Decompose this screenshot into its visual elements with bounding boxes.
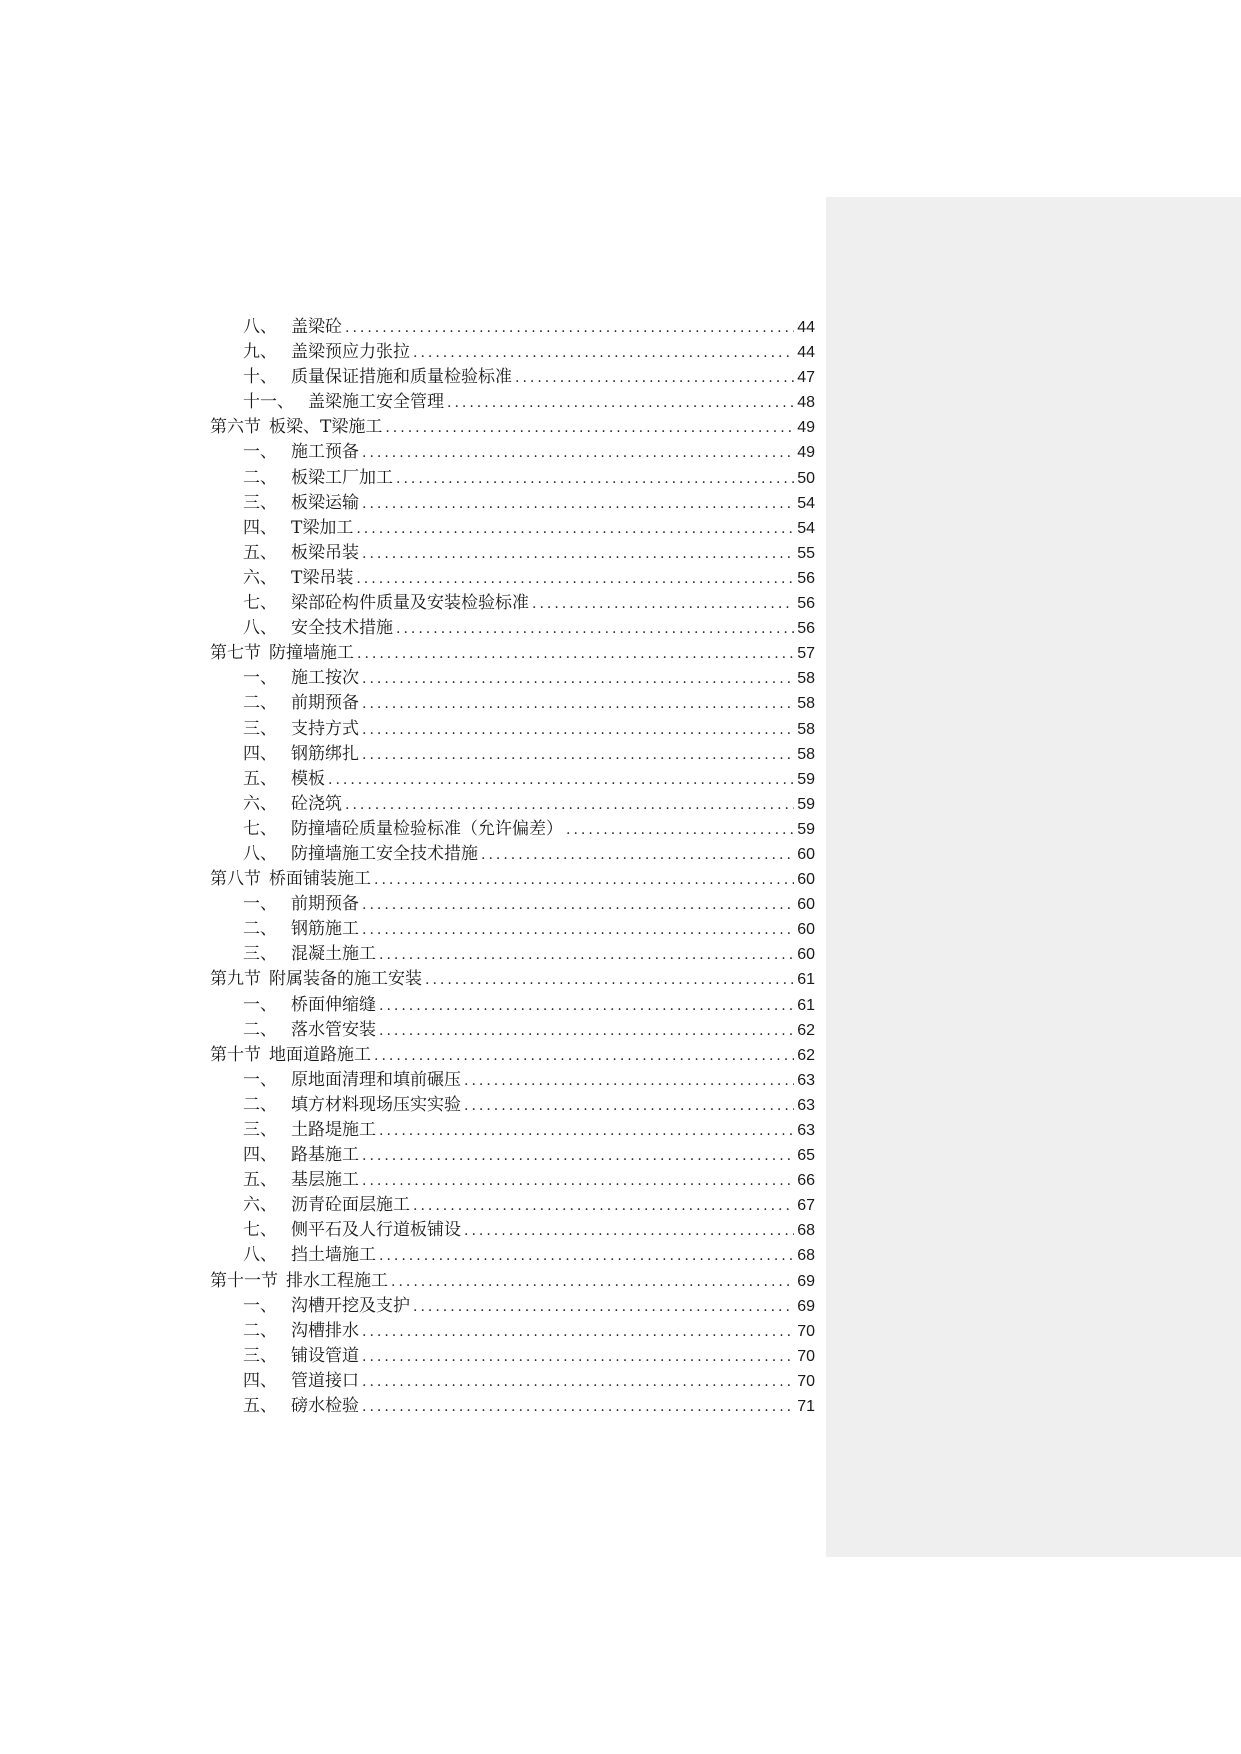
toc-entry-number: 八、 [243,1245,277,1266]
toc-dot-leader [566,818,794,843]
toc-subsection-entry[interactable] [210,616,815,641]
toc-dot-leader [396,467,794,492]
toc-entry-title: 混凝土施工 [291,944,376,965]
toc-entry-page-number: 61 [797,996,815,1014]
toc-dot-leader [362,692,794,717]
toc-entry-title: 梁部砼构件质量及安装检验标准 [291,593,529,614]
toc-entry-title: 填方材料现场压实实验 [291,1094,461,1115]
toc-entry-title: 模板 [291,768,325,789]
toc-entry-page-number: 58 [797,695,815,713]
toc-entry-title: 防撞墙施工 [269,643,354,664]
toc-entry-page-number: 57 [797,645,815,663]
toc-entry-number: 九、 [243,342,277,363]
toc-dot-leader [464,1094,794,1119]
toc-subsection-entry[interactable] [210,666,815,691]
toc-entry-title: 安全技术措施 [291,618,393,639]
toc-dot-leader [391,1270,794,1295]
toc-entry-number: 第十节 [210,1044,261,1065]
toc-entry-title: 盖梁砼 [291,317,342,337]
toc-dot-leader [362,1345,794,1370]
toc-entry-title: 支持方式 [291,718,359,739]
toc-dot-leader [425,968,794,993]
toc-entry-page-number: 47 [797,369,815,387]
toc-entry-number: 二、 [243,1320,277,1341]
toc-subsection-entry[interactable] [210,792,815,817]
toc-subsection-entry[interactable] [210,917,815,942]
toc-entry-title: T梁吊装 [291,567,354,588]
toc-entry-title: 铺设管道 [291,1345,359,1366]
toc-entry-number: 第八节 [210,869,261,890]
toc-entry-number: 三、 [243,492,277,513]
toc-entry-page-number: 71 [797,1398,815,1416]
toc-entry-number: 五、 [243,1396,277,1417]
toc-entry-title: 原地面清理和填前碾压 [291,1069,461,1090]
toc-entry-number: 第九节 [210,969,261,990]
toc-entry-title: 板梁工厂加工 [291,467,393,488]
toc-entry-title: 桥面伸缩缝 [291,994,376,1015]
toc-section-entry[interactable] [210,1269,815,1294]
toc-entry-title: 板梁吊装 [291,542,359,563]
toc-entry-page-number: 65 [797,1147,815,1165]
toc-entry-number: 十、 [243,367,277,388]
toc-entry-title: 土路堤施工 [291,1120,376,1140]
toc-entry-title: 附属装备的施工安装 [269,969,422,990]
toc-entry-number: 七、 [243,593,277,614]
toc-dot-leader [374,868,794,893]
toc-entry-page-number: 66 [797,1172,815,1190]
toc-entry-page-number: 56 [797,569,815,587]
toc-entry-number: 五、 [243,768,277,789]
toc-entry-number: 第十一节 [210,1270,278,1291]
toc-entry-page-number: 67 [797,1197,815,1215]
toc-entry-page-number: 62 [797,1021,815,1039]
toc-entry-title: 施工预备 [291,442,359,463]
toc-entry-page-number: 62 [797,1046,815,1064]
toc-entry-page-number: 49 [797,444,815,462]
toc-dot-leader [532,592,794,617]
toc-entry-title: 质量保证措施和质量检验标准 [291,367,512,388]
toc-subsection-entry[interactable] [210,942,815,967]
toc-dot-leader [464,1219,794,1244]
toc-section-entry[interactable] [210,415,815,440]
toc-section-entry[interactable] [210,967,815,992]
toc-entry-number: 一、 [243,1069,277,1090]
toc-dot-leader [413,1194,794,1219]
toc-subsection-entry[interactable] [210,1243,815,1268]
toc-subsection-entry[interactable] [210,1218,815,1243]
toc-dot-leader [379,1119,794,1144]
toc-subsection-entry[interactable] [210,742,815,767]
toc-entry-page-number: 56 [797,620,815,638]
toc-dot-leader [345,316,794,341]
toc-dot-leader [379,1019,794,1044]
toc-subsection-entry[interactable] [210,1018,815,1043]
toc-entry-page-number: 44 [797,344,815,362]
toc-subsection-entry[interactable] [210,767,815,792]
toc-entry-page-number: 60 [797,871,815,889]
toc-entry-title: T梁加工 [291,517,354,538]
toc-entry-page-number: 59 [797,770,815,788]
toc-entry-page-number: 44 [797,319,815,336]
toc-entry-title: 落水管安装 [291,1019,376,1040]
toc-entry-title: 盖梁施工安全管理 [308,392,444,413]
toc-entry-page-number: 69 [797,1297,815,1315]
toc-dot-leader [362,492,794,517]
toc-dot-leader [379,994,794,1019]
toc-entry-page-number: 60 [797,845,815,863]
toc-entry-page-number: 68 [797,1247,815,1265]
toc-dot-leader [362,893,794,918]
toc-subsection-entry[interactable] [210,1118,815,1143]
toc-subsection-entry[interactable] [210,365,815,390]
toc-entry-number: 六、 [243,567,277,588]
toc-entry-page-number: 63 [797,1071,815,1089]
toc-entry-number: 四、 [243,517,277,538]
toc-dot-leader [362,542,794,567]
toc-entry-number: 五、 [243,1170,277,1191]
toc-entry-title: 地面道路施工 [269,1044,371,1065]
toc-entry-page-number: 60 [797,946,815,964]
toc-entry-page-number: 59 [797,795,815,813]
toc-entry-page-number: 70 [797,1347,815,1365]
toc-entry-number: 第七节 [210,643,261,664]
toc-subsection-entry[interactable] [210,591,815,616]
toc-dot-leader [362,1169,794,1194]
toc-subsection-entry[interactable] [210,566,815,591]
toc-entry-number: 十一、 [243,392,294,413]
toc-dot-leader [447,391,794,416]
toc-subsection-entry[interactable] [210,1093,815,1118]
toc-subsection-entry[interactable] [210,440,815,465]
toc-entry-title: 前期预备 [291,693,359,714]
comment-pane [826,197,1241,1557]
toc-entry-title: 板梁运输 [291,492,359,513]
toc-entry-number: 第六节 [210,417,261,438]
toc-entry-number: 三、 [243,944,277,965]
toc-entry-title: 钢筋施工 [291,919,359,940]
toc-dot-leader [362,718,794,743]
toc-subsection-entry[interactable] [210,1193,815,1218]
toc-entry-number: 二、 [243,467,277,488]
toc-entry-page-number: 63 [797,1096,815,1114]
toc-subsection-entry[interactable] [210,691,815,716]
toc-dot-leader [362,1144,794,1169]
toc-entry-page-number: 68 [797,1222,815,1240]
toc-entry-page-number: 58 [797,670,815,688]
toc-entry-title: 砼浇筑 [291,793,342,814]
toc-entry-number: 一、 [243,994,277,1015]
toc-subsection-entry[interactable] [210,315,815,340]
toc-entry-number: 二、 [243,1094,277,1115]
toc-entry-number: 一、 [243,442,277,463]
toc-entry-title: 侧平石及人行道板铺设 [291,1220,461,1241]
toc-entry-number: 四、 [243,1370,277,1391]
toc-dot-leader [362,667,794,692]
toc-dot-leader [379,1244,794,1269]
toc-entry-number: 一、 [243,1295,277,1316]
toc-subsection-entry[interactable] [210,993,815,1018]
toc-section-entry[interactable] [210,641,815,666]
toc-subsection-entry[interactable] [210,842,815,867]
toc-subsection-entry[interactable] [210,1369,815,1394]
toc-entry-title: 沟槽排水 [291,1320,359,1341]
toc-entry-number: 六、 [243,1195,277,1216]
toc-entry-number: 七、 [243,1220,277,1241]
toc-entry-page-number: 61 [797,971,815,989]
toc-entry-title: 沥青砼面层施工 [291,1195,410,1216]
toc-entry-title: 基层施工 [291,1170,359,1191]
toc-dot-leader [362,743,794,768]
toc-entry-page-number: 56 [797,595,815,613]
toc-dot-leader [356,517,794,542]
toc-entry-number: 一、 [243,894,277,915]
toc-dot-leader [396,617,794,642]
toc-dot-leader [481,843,794,868]
toc-entry-number: 七、 [243,818,277,839]
toc-subsection-entry[interactable] [210,892,815,917]
toc-entry-title: 磅水检验 [291,1396,359,1417]
toc-entry-title: 桥面铺装施工 [269,869,371,890]
toc-dot-leader [362,918,794,943]
toc-entry-page-number: 63 [797,1122,815,1139]
toc-subsection-entry[interactable] [210,817,815,842]
toc-entry-title: 挡土墙施工 [291,1245,376,1266]
toc-entry-page-number: 54 [797,494,815,512]
toc-entry-title: 防撞墙砼质量检验标准（允许偏差） [291,818,563,839]
toc-entry-number: 二、 [243,919,277,940]
toc-subsection-entry[interactable] [210,1294,815,1319]
toc-entry-number: 八、 [243,618,277,639]
toc-entry-page-number: 50 [797,469,815,487]
toc-entry-title: 沟槽开挖及支护 [291,1295,410,1316]
toc-entry-page-number: 69 [797,1272,815,1290]
toc-dot-leader [515,366,794,391]
toc-entry-page-number: 70 [797,1372,815,1390]
toc-entry-title: 钢筋绑扎 [291,743,359,764]
toc-entry-title: 排水工程施工 [286,1270,388,1291]
toc-subsection-entry[interactable] [210,390,815,415]
toc-entry-page-number: 70 [797,1322,815,1340]
toc-dot-leader [356,567,794,592]
toc-dot-leader [357,642,794,667]
toc-dot-leader [345,793,794,818]
toc-dot-leader [362,1395,794,1420]
toc-entry-page-number: 59 [797,820,815,838]
toc-subsection-entry[interactable] [210,1394,815,1419]
toc-subsection-entry[interactable] [210,466,815,491]
toc-entry-page-number: 54 [797,519,815,537]
toc-entry-number: 二、 [243,693,277,714]
toc-entry-page-number: 58 [797,720,815,738]
toc-dot-leader [413,341,794,366]
toc-subsection-entry[interactable] [210,541,815,566]
toc-entry-number: 二、 [243,1019,277,1040]
toc-entry-number: 三、 [243,1345,277,1366]
toc-dot-leader [328,768,794,793]
toc-dot-leader [464,1069,794,1094]
toc-entry-page-number: 49 [797,419,815,437]
toc-entry-title: 路基施工 [291,1145,359,1166]
toc-entry-number: 四、 [243,743,277,764]
toc-subsection-entry[interactable] [210,340,815,365]
toc-entry-page-number: 48 [797,394,815,412]
toc-entry-title: 板梁、T梁施工 [269,417,383,438]
toc-subsection-entry[interactable] [210,491,815,516]
toc-entry-number: 三、 [243,718,277,739]
toc-entry-title: 盖梁预应力张拉 [291,342,410,363]
toc-dot-leader [413,1295,794,1320]
toc-dot-leader [362,1320,794,1345]
toc-subsection-entry[interactable] [210,1319,815,1344]
toc-entry-page-number: 60 [797,896,815,914]
toc-entry-title: 施工按次 [291,668,359,689]
toc-entry-title: 管道接口 [291,1370,359,1391]
toc-entry-number: 五、 [243,542,277,563]
toc-entry-number: 三、 [243,1120,277,1140]
toc-entry-page-number: 55 [797,544,815,562]
toc-entry-title: 防撞墙施工安全技术措施 [291,843,478,864]
toc-subsection-entry[interactable] [210,717,815,742]
toc-entry-page-number: 60 [797,921,815,939]
toc-subsection-entry[interactable] [210,516,815,541]
toc-dot-leader [385,416,794,441]
table-of-contents [210,315,815,1419]
toc-entry-number: 四、 [243,1145,277,1166]
toc-entry-number: 八、 [243,843,277,864]
toc-subsection-entry[interactable] [210,1168,815,1193]
toc-dot-leader [379,943,794,968]
toc-section-entry[interactable] [210,867,815,892]
toc-entry-number: 六、 [243,793,277,814]
toc-subsection-entry[interactable] [210,1344,815,1369]
toc-dot-leader [362,1370,794,1395]
toc-entry-number: 一、 [243,668,277,689]
toc-dot-leader [362,441,794,466]
toc-entry-page-number: 58 [797,745,815,763]
toc-entry-title: 前期预备 [291,894,359,915]
toc-section-entry[interactable] [210,1043,815,1068]
toc-dot-leader [374,1044,794,1069]
toc-subsection-entry[interactable] [210,1143,815,1168]
toc-entry-number: 八、 [243,317,277,337]
toc-subsection-entry[interactable] [210,1068,815,1093]
